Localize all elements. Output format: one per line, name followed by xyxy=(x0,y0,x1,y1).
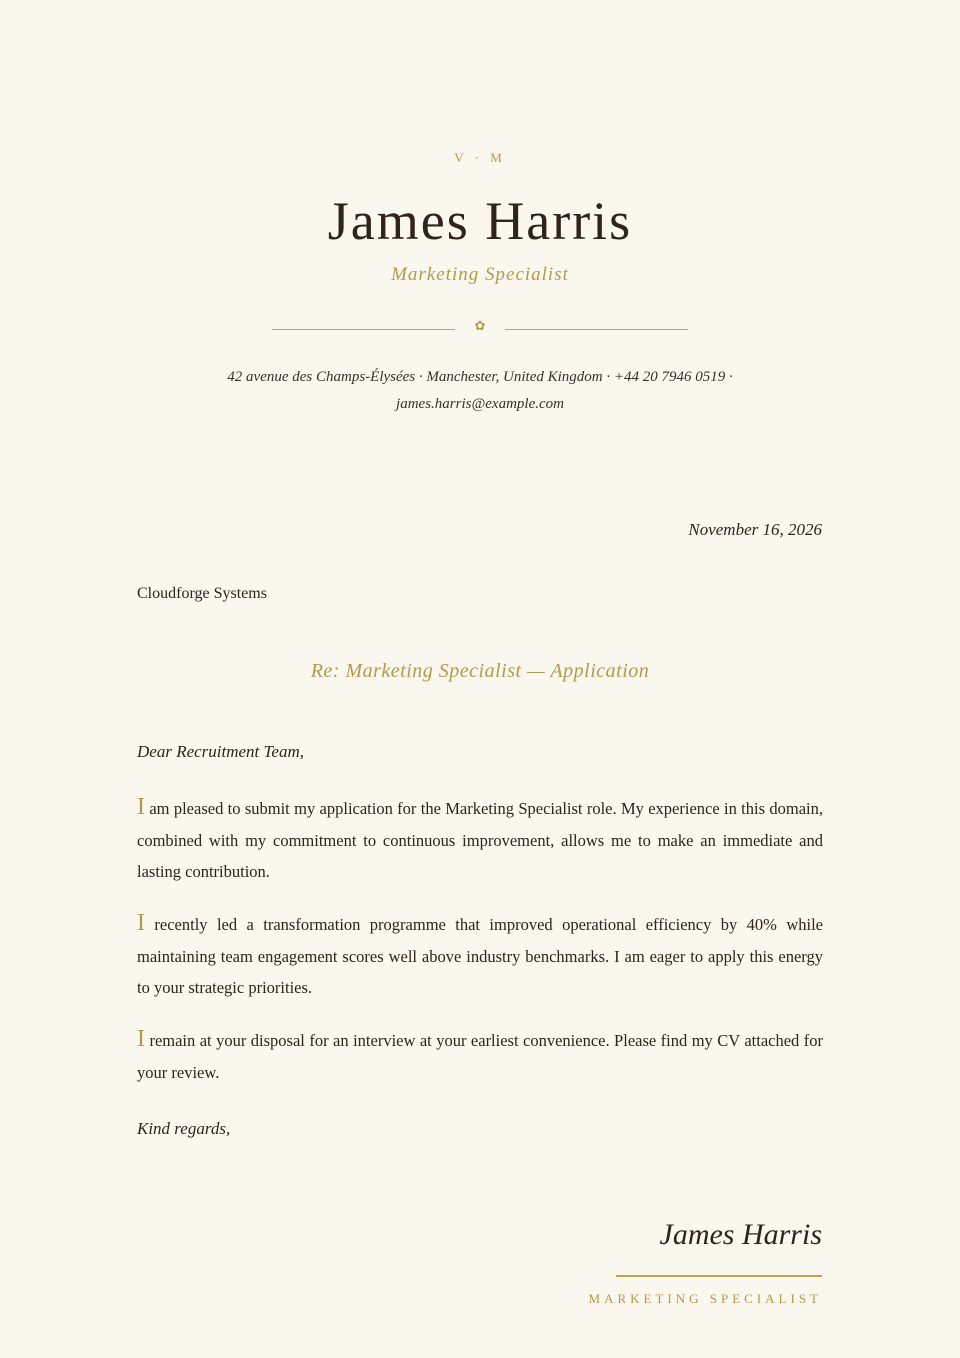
body-paragraph xyxy=(137,793,823,888)
drop-initial: I xyxy=(137,910,145,936)
drop-initial: I xyxy=(137,794,145,820)
applicant-title: Marketing Specialist xyxy=(391,264,569,285)
paragraph-text: recently led a transformation programme that improved operational efficiency by 40% while maintaining team engagement scores well above industry benchmarks. I am eager to apply this energy to your strategic priorities. xyxy=(137,915,823,997)
letter-date: November 16, 2026 xyxy=(688,520,822,539)
paragraph-text: am pleased to submit my application for the Marketing Specialist role. My experience in this domain, combined with my commitment to continuous improvement, allows me to make an immediate and lasting contribution. xyxy=(137,799,823,881)
recipient-company: Cloudforge Systems xyxy=(137,585,267,602)
signature-rule xyxy=(616,1275,822,1277)
divider-right xyxy=(505,329,688,330)
body-paragraph xyxy=(137,1025,823,1088)
salutation: Dear Recruitment Team, xyxy=(137,742,304,761)
divider-left xyxy=(272,329,455,330)
drop-initial: I xyxy=(137,1026,145,1052)
flower-ornament-icon: ✿ xyxy=(474,319,486,334)
monogram: V · M xyxy=(454,150,506,165)
paragraph-text: remain at your disposal for an interview at your earliest convenience. Please find my CV attached for your review. xyxy=(137,1031,823,1082)
contact-info xyxy=(140,364,820,418)
applicant-name: James Harris xyxy=(327,191,633,251)
signature-name: James Harris xyxy=(659,1218,822,1251)
contact-address-phone: 42 avenue des Champs-Élysées · Manchester, United Kingdom · +44 20 7946 0519 · xyxy=(227,369,733,385)
contact-email: james.harris@example.com xyxy=(396,396,564,412)
signature-title: MARKETING SPECIALIST xyxy=(588,1291,822,1306)
closing: Kind regards, xyxy=(137,1119,231,1138)
letter-subject: Re: Marketing Specialist — Application xyxy=(310,660,650,682)
body-paragraph xyxy=(137,909,823,1004)
